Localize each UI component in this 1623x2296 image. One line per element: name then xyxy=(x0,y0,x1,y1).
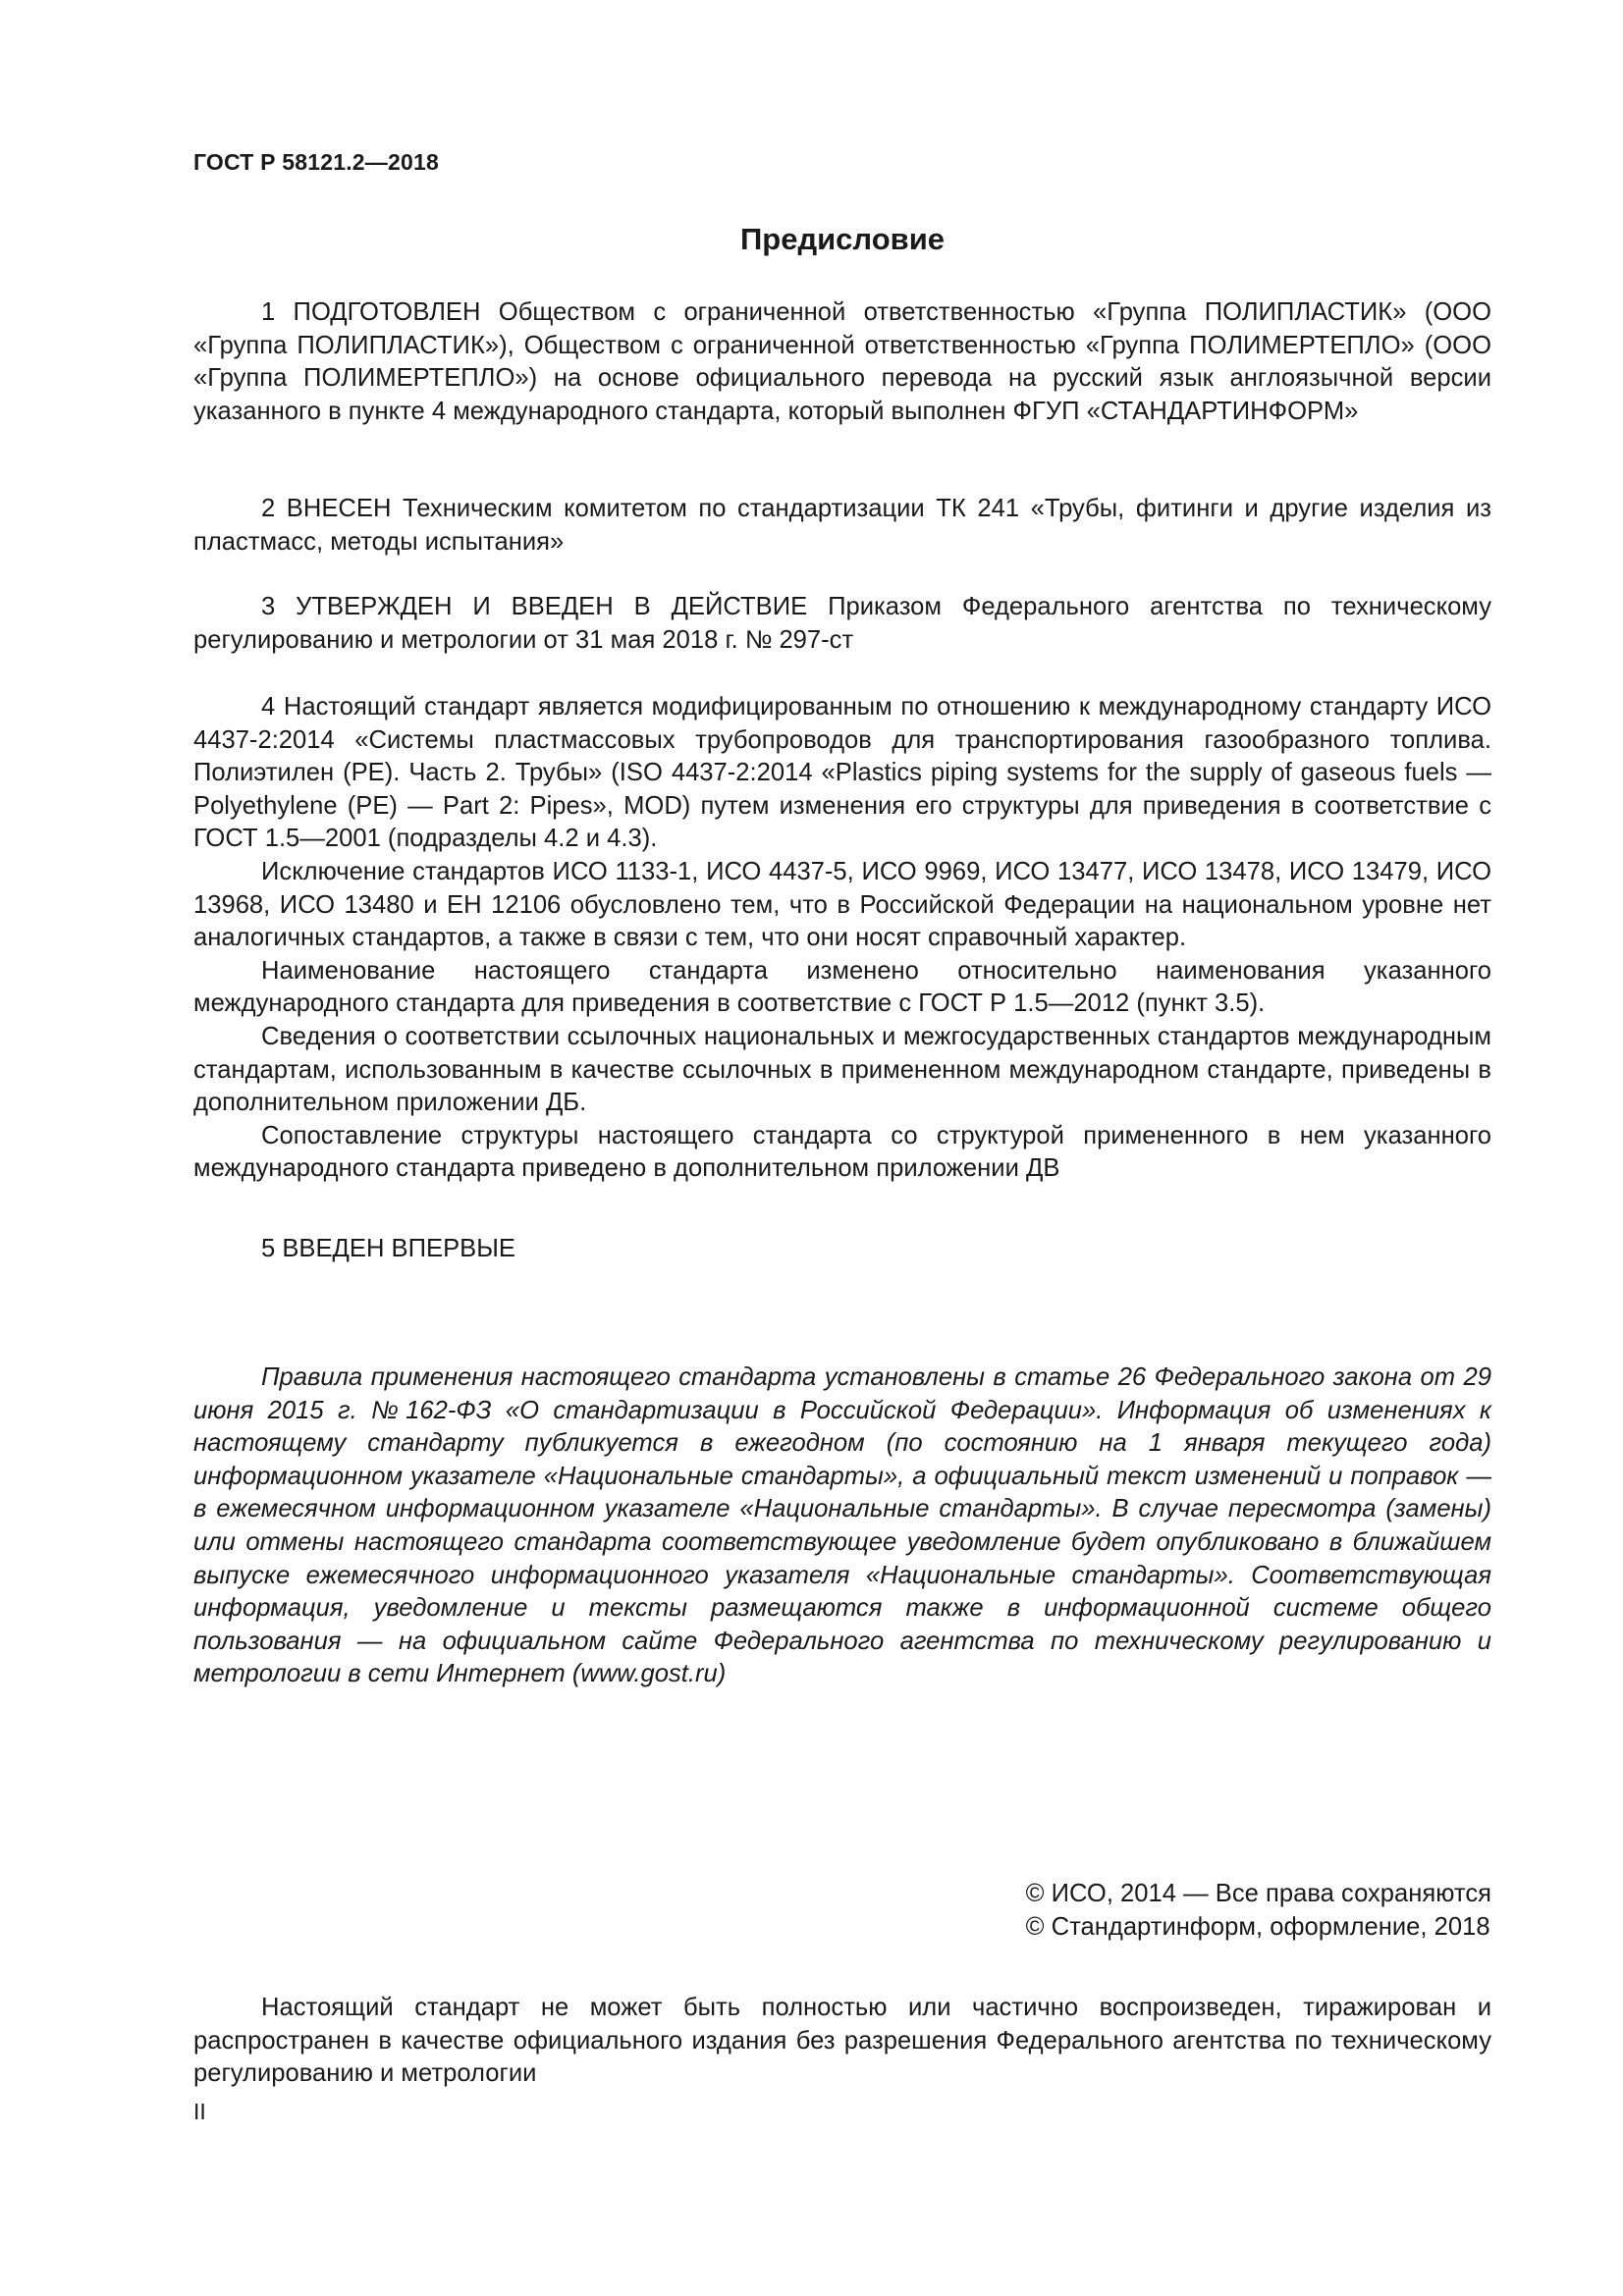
copyright-iso: © ИСО, 2014 — Все права сохраняются xyxy=(1025,1880,1491,1907)
copyright-block xyxy=(1026,1877,1491,1944)
section-1-text: 1 ПОДГОТОВЛЕН Обществом с ограниченной ответственностью «Группа ПОЛИПЛАСТИК» (ООО «Группа ПОЛИПЛАСТИК»), Обществом с ограниченной ответственностью «Группа ПОЛИМЕРТЕПЛО» (ООО «Группа ПОЛИМЕРТЕПЛО») на основе официального перевода на русский язык англоязычной версии указанного в пункте 4 международного стандарта, который выполнен ФГУП «СТАНДАРТИНФОРМ» xyxy=(193,298,1491,425)
section-4 xyxy=(193,691,1491,1186)
section-3-text: 3 УТВЕРЖДЕН И ВВЕДЕН В ДЕЙСТВИЕ Приказом Федерального агентства по техническому регулированию и метрологии от 31 мая 2018 г. № 297-ст xyxy=(193,593,1491,654)
section-4-para-3: Наименование настоящего стандарта изменено относительно наименования указанного международного стандарта для приведения в соответствие с ГОСТ Р 1.5—2012 (пункт 3.5). xyxy=(193,956,1491,1018)
section-4-para-4: Сведения о соответствии ссылочных национальных и межгосударственных стандартов международным стандартам, использованным в качестве ссылочных в примененном международном стандарте, приведены в дополнительном приложении ДБ. xyxy=(193,1022,1491,1117)
section-5-text: 5 ВВЕДЕН ВПЕРВЫЕ xyxy=(261,1235,515,1262)
reproduction-notice xyxy=(193,1992,1491,2091)
reproduction-notice-text: Настоящий стандарт не может быть полностью или частично воспроизведен, тиражирован и распространен в качестве официального издания без разрешения Федерального агентства по техническому регулированию и метрологии xyxy=(193,1994,1491,2088)
section-4-para-5: Сопоставление структуры настоящего стандарта со структурой примененного в нем указанного международного стандарта приведено в дополнительном приложении ДВ xyxy=(193,1121,1491,1183)
document-id: ГОСТ Р 58121.2—2018 xyxy=(193,149,439,175)
section-4-para-2: Исключение стандартов ИСО 1133-1, ИСО 4437-5, ИСО 9969, ИСО 13477, ИСО 13478, ИСО 13479, ИСО 13968, ИСО 13480 и ЕН 12106 обусловлено тем, что в Российской Федерации на национальном уровне нет аналогичных стандартов, а также в связи с тем, что они носят справочный характер. xyxy=(193,857,1491,952)
page-title: Предисловие xyxy=(739,222,945,256)
section-2 xyxy=(193,493,1491,559)
section-5 xyxy=(193,1233,1491,1266)
section-1 xyxy=(193,296,1491,428)
rules-note-text: Правила применения настоящего стандарта установлены в статье 26 Федерального закона от 29 июня 2015 г. №162-ФЗ «О стандартизации в Российской Федерации». Информация об изменениях к настоящему стандарту публикуется в ежегодном (по состоянию на 1 января текущего года) информационном указателе «Национальные стандарты», а официальный текст изменений и поправок — в ежемесячном информационном указателе «Национальные стандарты». В случае пересмотра (замены) или отмены настоящего стандарта соответствующее уведомление будет опубликовано в ближайшем выпуске ежемесячного информационного указателя «Национальные стандарты». Соответствующая информация, уведомление и тексты размещаются также в информационной системе общего пользования — на официальном сайте Федерального агентства по техническому регулированию и метрологии в сети Интернет (www.gost.ru) xyxy=(193,1363,1491,1688)
rules-note xyxy=(193,1362,1491,1691)
section-2-text: 2 ВНЕСЕН Техническим комитетом по стандартизации ТК 241 «Трубы, фитинги и другие изделия из пластмасс, методы испытания» xyxy=(193,495,1491,556)
page-number: II xyxy=(193,2099,206,2124)
section-3 xyxy=(193,591,1491,657)
section-4-para-1: 4 Настоящий стандарт является модифицированным по отношению к международному стандарту ИСО 4437-2:2014 «Системы пластмассовых трубопроводов для транспортирования газообразного топлива. Полиэтилен (PE). Часть 2. Трубы» (ISO 4437-2:2014 «Plastics piping systems for the supply of gaseous fuels — Polyethylene (PE) — Part 2: Pipes», MOD) путем изменения его структуры для приведения в соответствие с ГОСТ 1.5—2001 (подразделы 4.2 и 4.3). xyxy=(193,693,1491,853)
document-page xyxy=(193,0,1491,2296)
copyright-standartinform: © Стандартинформ, оформление, 2018 xyxy=(1025,1913,1490,1941)
